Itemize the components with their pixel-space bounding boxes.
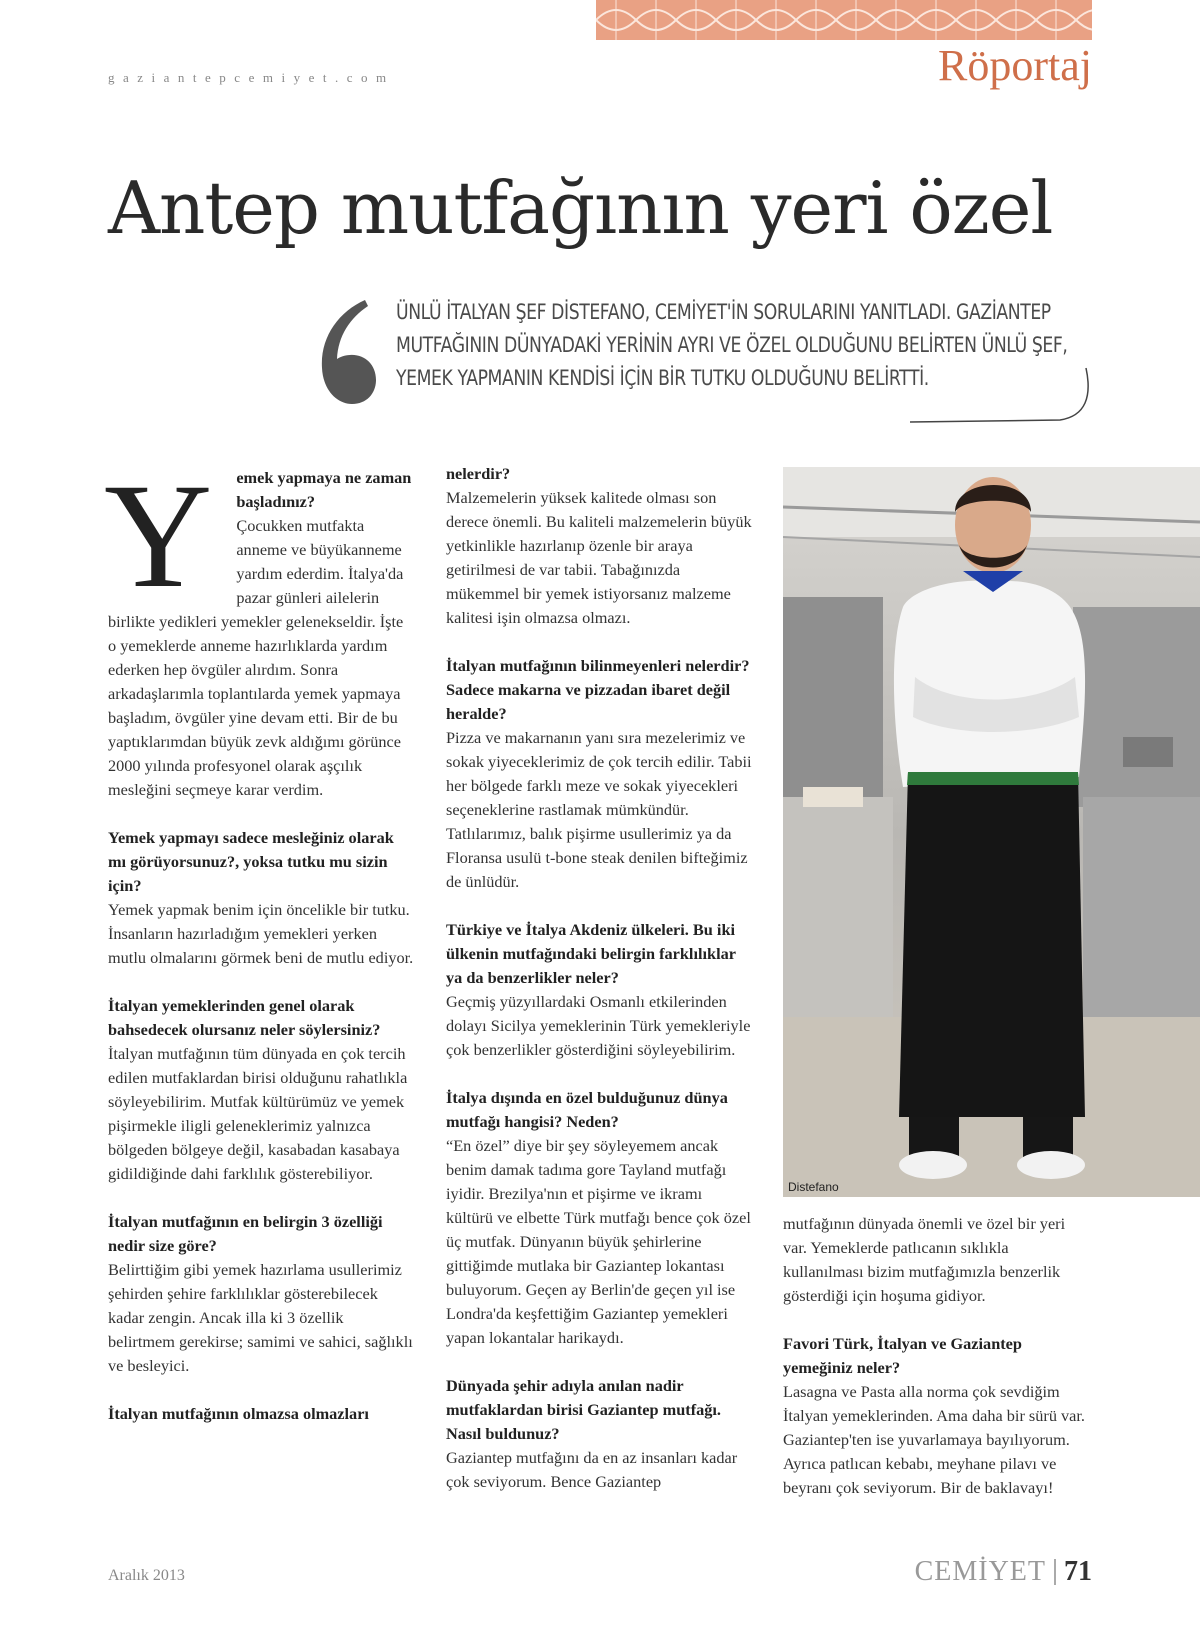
photo-caption: Distefano xyxy=(788,1180,839,1194)
question: İtalya dışında en özel bulduğunuz dünya mutfağı hangisi? Neden? xyxy=(446,1088,728,1131)
question: İtalyan yemeklerinden genel olarak bahsedecek olursanız neler söylersiniz? xyxy=(108,996,381,1039)
page-footer xyxy=(915,1556,1092,1588)
question: Türkiye ve İtalya Akdeniz ülkeleri. Bu iki ülkenin mutfağındaki belirgin farklılıklar ya da benzerlikler neler? xyxy=(446,920,736,987)
lead-paragraph xyxy=(396,296,1068,395)
question: nelerdir? xyxy=(446,464,511,483)
article-column-3 xyxy=(783,1212,1089,1524)
answer: mutfağının dünyada önemli ve özel bir yeri var. Yemeklerde patlıcanın sıklıkla kullanılması bizim mutfağımızla benzerlik gösterdiği için hoşuma gidiyor. xyxy=(783,1214,1066,1305)
question: Yemek yapmayı sadece mesleğiniz olarak mı görüyorsunuz?, yoksa tutku mu sizin için? xyxy=(108,828,394,895)
lead-line: MUTFAĞININ DÜNYADAKİ YERİNİN AYRI VE ÖZEL OLDUĞUNU BELİRTEN ÜNLÜ ŞEF, xyxy=(396,333,1068,357)
page-number: 71 xyxy=(1064,1556,1092,1587)
lead-underline xyxy=(910,366,1094,426)
answer: Malzemelerin yüksek kalitede olması son derece önemli. Bu kaliteli malzemelerin büyük yetkinlikle hazırlanıp özenle bir araya getirilmesi de var tabii. Tabağınızda mükemmel bir yemek istiyorsanız malzeme kalitesi işin olmazsa olmazı. xyxy=(446,488,752,627)
footer-divider xyxy=(1054,1559,1056,1585)
answer: Gaziantep mutfağını da en az insanları kadar çok seviyorum. Bence Gaziantep xyxy=(446,1448,738,1491)
question: İtalyan mutfağının bilinmeyenleri nelerdir? Sadece makarna ve pizzadan ibaret değil heralde? xyxy=(446,656,750,723)
answer: Pizza ve makarnanın yanı sıra mezelerimiz ve sokak yiyeceklerimiz de çok tercih edilir. Tabii her bölgede farklı meze ve sokak yiyecekleri seçeneklerine rastlamak mümkündür. Tatlılarımız, balık pişirme usullerimiz ya da Floransa usulü t-bone steak denilen bifteğimiz de ünlüdür. xyxy=(446,728,752,891)
answer: Lasagna ve Pasta alla norma çok sevdiğim İtalyan yemeklerinden. Ama daha bir sürü var. Gaziantep'ten ise yuvarlamaya bayılıyorum. Ayrıca patlıcan kebabı, meyhane pilavı ve beyranı çok seviyorum. Bir de baklavayı! xyxy=(783,1382,1086,1497)
drop-cap: Y xyxy=(104,453,213,619)
answer: Yemek yapmak benim için öncelikle bir tutku. İnsanların hazırladığım yemekleri yerken mutlu olmalarını görmek beni de mutlu ediyor. xyxy=(108,900,414,967)
lead-line: ÜNLÜ İTALYAN ŞEF DİSTEFANO, CEMİYET'İN SORULARINI YANITLADI. GAZİANTEP xyxy=(396,300,1051,324)
site-url: gaziantepcemiyet.com xyxy=(108,70,395,85)
answer: İtalyan mutfağının tüm dünyada en çok tercih edilen mutfaklardan birisi olduğunu rahatlıkla söyleyebilirim. Mutfak kültürümüz ve yemek pişirmekle iligli geleneklerimiz yalnızca bölgeden bölgeye değil, kasabadan kasabaya gidildiğinde dahi farklılık gösterebiliyor. xyxy=(108,1044,408,1183)
answer: “En özel” diye bir şey söyleyemem ancak benim damak tadıma gore Tayland mutfağı iyidir. Brezilya'nın et pişirme ve ikramı kültürü ve elbette Türk mutfağı bence çok özel üç mutfak. Dünyanın büyük şehirlerine gittiğimde mutlaka bir Gaziantep lokantası buluyorum. Geçen ay Berlin'de geçen yıl ise Londra'da keşfettiğim Gaziantep yemekleri yapan lokantalar harikaydı. xyxy=(446,1136,751,1347)
question: İtalyan mutfağının olmazsa olmazları xyxy=(108,1404,369,1423)
answer: Geçmiş yüzyıllardaki Osmanlı etkilerinden dolayı Sicilya yemeklerinin Türk yemekleriyle çok benzerlikler gösterdiğini söyleyebilirim. xyxy=(446,992,751,1059)
quote-mark-icon xyxy=(310,298,380,408)
question: emek yapmaya ne zaman başladınız? xyxy=(236,468,412,511)
lead-line: YEMEK YAPMANIN KENDİSİ İÇİN BİR TUTKU OLDUĞUNU BELİRTTİ. xyxy=(396,366,929,390)
answer: Belirttiğim gibi yemek hazırlama usullerimiz şehirden şehire farklılıklar gösterebilecek kadar zengin. Ancak illa ki 3 özellik belirtmem gerekirse; samimi ve sahici, sağlıklı ve besleyici. xyxy=(108,1260,413,1375)
article-column-1 xyxy=(104,453,414,1426)
question: Dünyada şehir adıyla anılan nadir mutfaklardan birisi Gaziantep mutfağı. Nasıl buldunuz? xyxy=(446,1376,721,1443)
article-column-2 xyxy=(446,462,752,1518)
header-pattern xyxy=(596,0,1092,40)
answer: Çocukken mutfakta anneme ve büyükanneme yardım ederdim. İtalya'da pazar günleri ailelerin birlikte yedikleri yemekler gelenekseldir. İşte o yemeklerde anneme hazırlıklarda yardım ederken hep övgüler alırdım. Sonra arkadaşlarımla toplantılarda yemek yapmaya başladım, övgüler yine devam etti. Bir de bu yaptıklarımdan büyük zevk aldığımı görünce 2000 yılında profesyonel olarak aşçılık mesleğini seçmeye karar verdim. xyxy=(108,516,404,799)
magazine-brand: CEMİYET xyxy=(914,1556,1046,1587)
chef-photo xyxy=(783,467,1200,1197)
section-title: Röportaj xyxy=(938,41,1092,90)
question: İtalyan mutfağının en belirgin 3 özelliği nedir size göre? xyxy=(108,1212,383,1255)
issue-date: Aralık 2013 xyxy=(108,1567,185,1584)
question: Favori Türk, İtalyan ve Gaziantep yemeğiniz neler? xyxy=(783,1334,1022,1377)
article-headline: Antep mutfağının yeri özel xyxy=(108,166,1053,250)
